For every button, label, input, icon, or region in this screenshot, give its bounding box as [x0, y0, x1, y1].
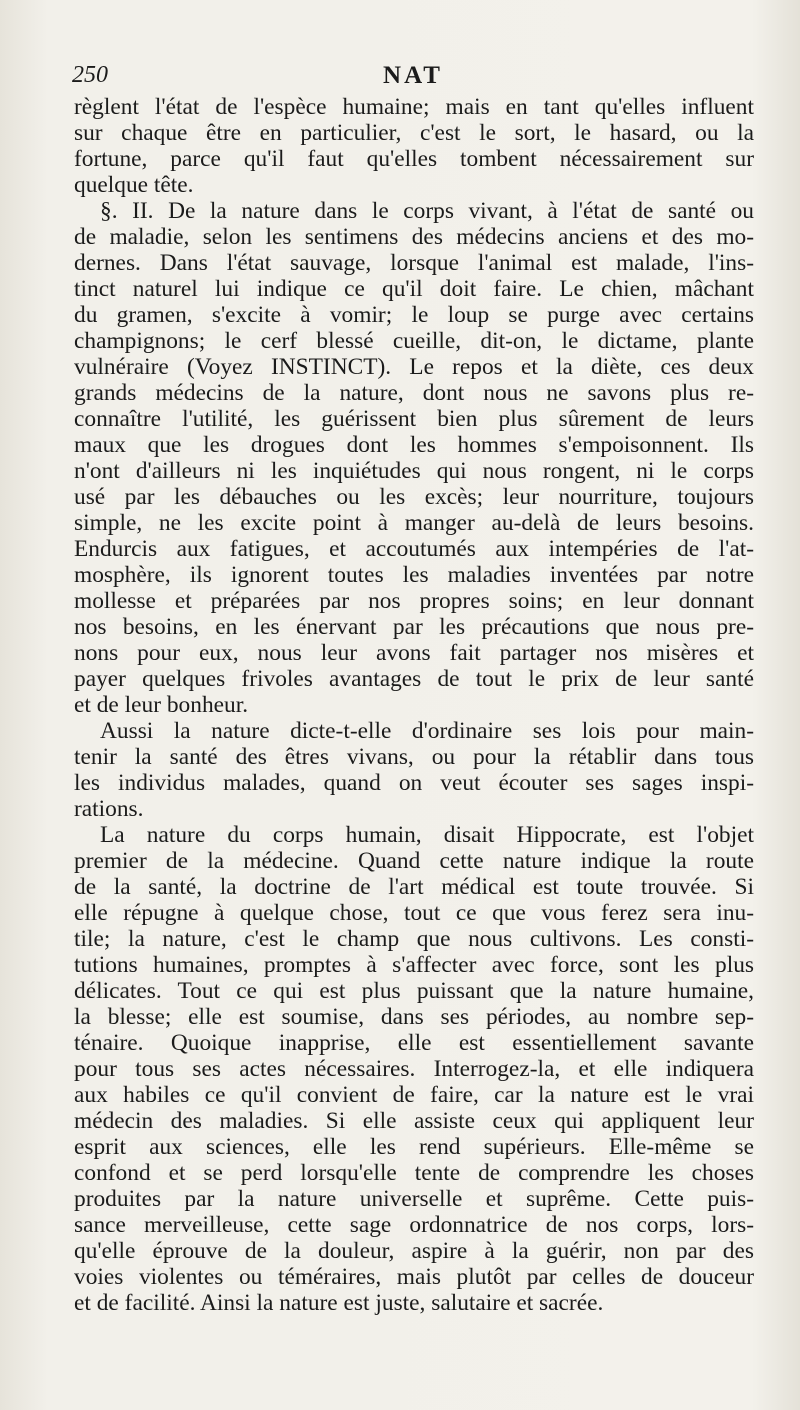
text-line: du gramen, s'excite à vomir; le loup se purge avec certains: [74, 302, 754, 328]
text-line: sance merveilleuse, cette sage ordonnatrice de nos corps, lors-: [74, 1212, 754, 1238]
text-line: connaître l'utilité, les guérissent bien plus sûrement de leurs: [74, 406, 754, 432]
running-head: NAT: [383, 62, 443, 89]
text-line: tinct naturel lui indique ce qu'il doit faire. Le chien, mâchant: [74, 276, 754, 302]
text-line: la blesse; elle est soumise, dans ses périodes, au nombre sep-: [74, 1004, 754, 1030]
text-line: qu'elle éprouve de la douleur, aspire à la guérir, non par des: [74, 1238, 754, 1264]
text-line: confond et se perd lorsqu'elle tente de comprendre les choses: [74, 1160, 754, 1186]
text-line: les individus malades, quand on veut écouter ses sages inspi-: [74, 770, 754, 796]
text-line: rations.: [74, 796, 144, 822]
text-line: voies violentes ou téméraires, mais plutôt par celles de douceur: [74, 1264, 754, 1290]
text-line: nos besoins, en les énervant par les précautions que nous pre-: [74, 614, 754, 640]
text-line: délicates. Tout ce qui est plus puissant que la nature humaine,: [74, 978, 754, 1004]
text-line: aux habiles ce qu'il convient de faire, car la nature est le vrai: [74, 1082, 754, 1108]
text-line: tile; la nature, c'est le champ que nous cultivons. Les consti-: [74, 926, 754, 952]
text-line: champignons; le cerf blessé cueille, dit-on, le dictame, plante: [74, 328, 754, 354]
text-line: nons pour eux, nous leur avons fait partager nos misères et: [74, 640, 754, 666]
text-line: n'ont d'ailleurs ni les inquiétudes qui nous rongent, ni le corps: [74, 458, 754, 484]
page-header: [72, 62, 754, 96]
text-line: Aussi la nature dicte-t-elle d'ordinaire ses lois pour main-: [100, 718, 754, 744]
text-line: et de facilité. Ainsi la nature est juste, salutaire et sacrée.: [74, 1290, 604, 1316]
text-line: pour tous ses actes nécessaires. Interrogez-la, et elle indiquera: [74, 1056, 754, 1082]
page-body: [74, 94, 754, 1316]
text-line: dernes. Dans l'état sauvage, lorsque l'animal est malade, l'ins-: [74, 250, 754, 276]
text-line: règlent l'état de l'espèce humaine; mais en tant qu'elles influent: [74, 94, 754, 120]
text-line: médecin des maladies. Si elle assiste ceux qui appliquent leur: [74, 1108, 754, 1134]
text-line: ténaire. Quoique inapprise, elle est essentiellement savante: [74, 1030, 754, 1056]
text-line: premier de la médecine. Quand cette nature indique la route: [74, 848, 754, 874]
text-line: de maladie, selon les sentimens des médecins anciens et des mo-: [74, 224, 754, 250]
text-line: payer quelques frivoles avantages de tout le prix de leur santé: [74, 666, 754, 692]
text-line: La nature du corps humain, disait Hippocrate, est l'objet: [100, 822, 754, 848]
text-line: tutions humaines, promptes à s'affecter avec force, sont les plus: [74, 952, 754, 978]
text-line: et de leur bonheur.: [74, 692, 249, 718]
text-line: grands médecins de la nature, dont nous ne savons plus re-: [74, 380, 754, 406]
text-line: mollesse et préparées par nos propres soins; en leur donnant: [74, 588, 754, 614]
text-line: mosphère, ils ignorent toutes les maladies inventées par notre: [74, 562, 754, 588]
text-line: produites par la nature universelle et suprême. Cette puis-: [74, 1186, 754, 1212]
text-line: elle répugne à quelque chose, tout ce que vous ferez sera inu-: [74, 900, 754, 926]
text-line: simple, ne les excite point à manger au-delà de leurs besoins.: [74, 510, 754, 536]
text-line: esprit aux sciences, elle les rend supérieurs. Elle-même se: [74, 1134, 754, 1160]
text-line: Endurcis aux fatigues, et accoutumés aux intempéries de l'at-: [74, 536, 754, 562]
text-line: fortune, parce qu'il faut qu'elles tombent nécessairement sur: [74, 146, 754, 172]
section-heading-line: §. II. De la nature dans le corps vivant, à l'état de santé ou: [100, 198, 754, 224]
text-line: sur chaque être en particulier, c'est le sort, le hasard, ou la: [74, 120, 754, 146]
text-line: maux que les drogues dont les hommes s'empoisonnent. Ils: [74, 432, 754, 458]
text-line: quelque tête.: [74, 172, 194, 198]
text-line: tenir la santé des êtres vivans, ou pour la rétablir dans tous: [74, 744, 754, 770]
page-number: 250: [72, 62, 108, 88]
text-line: de la santé, la doctrine de l'art médical est toute trouvée. Si: [74, 874, 754, 900]
text-line: vulnéraire (Voyez INSTINCT). Le repos et la diète, ces deux: [74, 354, 754, 380]
text-line: usé par les débauches ou les excès; leur nourriture, toujours: [74, 484, 754, 510]
